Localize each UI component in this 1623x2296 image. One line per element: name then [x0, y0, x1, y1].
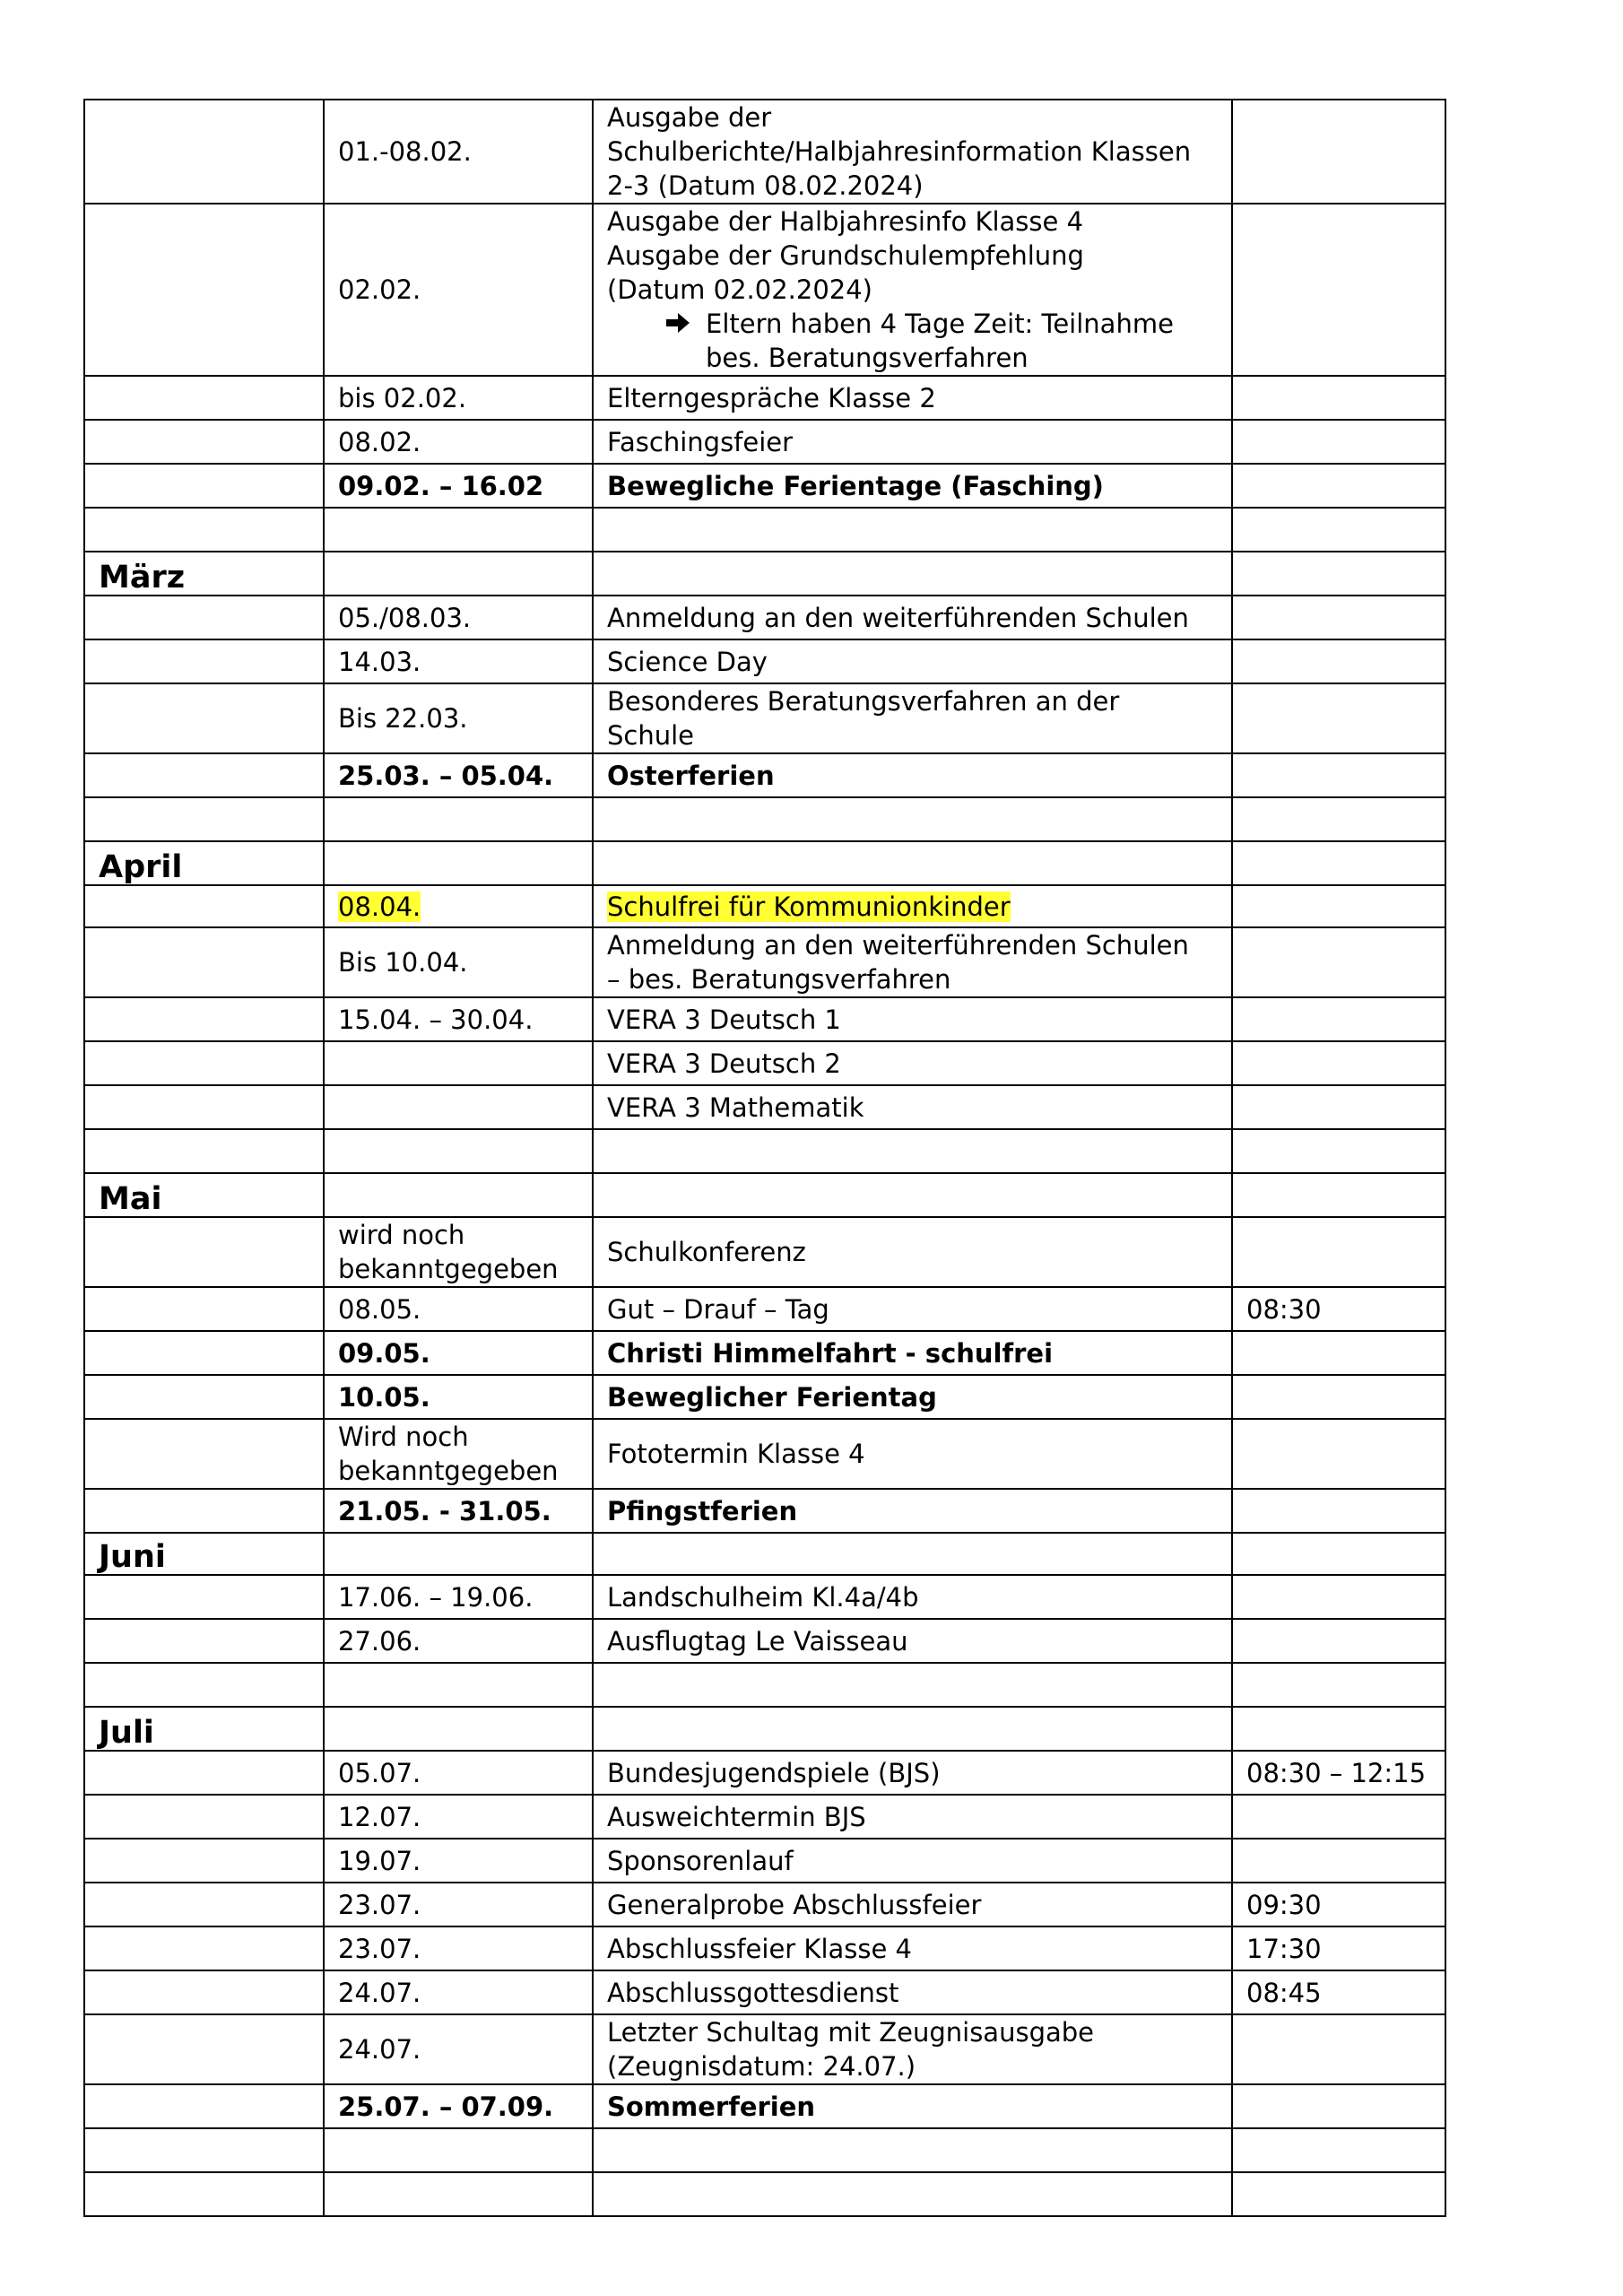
table-row [84, 683, 1445, 753]
month-heading: März [84, 552, 324, 596]
event-cell [593, 885, 1232, 927]
date-text: 15.04. – 30.04. [338, 1004, 534, 1035]
event-cell [593, 1575, 1232, 1619]
event-text: Ausgabe der Halbjahresinfo Klasse 4 [607, 206, 1084, 237]
table-row [84, 1619, 1445, 1663]
event-cell [593, 1375, 1232, 1419]
date-cell [324, 2014, 593, 2084]
table-row [84, 1217, 1445, 1287]
event-text: Gut – Drauf – Tag [607, 1293, 829, 1325]
date-cell [324, 1041, 593, 1085]
arrow-note-line: Eltern haben 4 Tage Zeit: Teilnahme [706, 309, 1174, 339]
date-cell [324, 1129, 593, 1173]
event-cell [593, 464, 1232, 508]
date-cell [324, 797, 593, 841]
time-cell [1232, 841, 1445, 885]
event-text: Faschingsfeier [607, 426, 794, 457]
date-text: bis 02.02. [338, 382, 467, 413]
table-row [84, 2084, 1445, 2128]
event-cell [593, 508, 1232, 552]
table-row [84, 1663, 1445, 1707]
time-cell [1232, 2014, 1445, 2084]
event-text: Bundesjugendspiele (BJS) [607, 1757, 941, 1788]
arrow-note-line: bes. Beratungsverfahren [706, 343, 1028, 373]
time-cell: 08:45 [1232, 1970, 1445, 2014]
date-text: 17.06. – 19.06. [338, 1581, 534, 1613]
time-cell [1232, 1041, 1445, 1085]
month-heading: Mai [84, 1173, 324, 1217]
event-text: Osterferien [607, 760, 775, 791]
time-cell [1232, 1575, 1445, 1619]
event-text: Schulkonferenz [607, 1237, 806, 1267]
month-cell [84, 1575, 324, 1619]
event-cell [593, 1489, 1232, 1533]
date-text: 21.05. - 31.05. [338, 1495, 551, 1526]
time-cell [1232, 797, 1445, 841]
event-cell [593, 927, 1232, 997]
month-cell [84, 1839, 324, 1883]
date-cell [324, 1489, 593, 1533]
date-cell [324, 1663, 593, 1707]
arrow-note-text [706, 307, 1231, 375]
event-text: Ausgabe der Grundschulempfehlung [607, 240, 1084, 271]
date-cell [324, 1707, 593, 1751]
table-row [84, 1883, 1445, 1926]
event-text: Sponsorenlauf [607, 1845, 794, 1876]
time-cell [1232, 508, 1445, 552]
month-cell [84, 420, 324, 464]
date-cell [324, 1839, 593, 1883]
event-text: Ausflugtag Le Vaisseau [607, 1625, 908, 1657]
schedule-table [83, 99, 1446, 2217]
time-cell [1232, 100, 1445, 204]
date-cell [324, 1751, 593, 1795]
time-cell [1232, 596, 1445, 639]
date-text: 08.05. [338, 1293, 421, 1325]
date-cell [324, 1926, 593, 1970]
date-cell [324, 753, 593, 797]
time-cell [1232, 1419, 1445, 1489]
event-text: VERA 3 Deutsch 2 [607, 1048, 841, 1079]
date-cell [324, 1375, 593, 1419]
time-cell [1232, 927, 1445, 997]
event-text: Abschlussgottesdienst [607, 1977, 899, 2008]
table-row [84, 464, 1445, 508]
date-cell [324, 2172, 593, 2216]
time-cell [1232, 376, 1445, 420]
date-text: 27.06. [338, 1625, 421, 1657]
event-cell [593, 552, 1232, 596]
month-cell [84, 1751, 324, 1795]
date-text: 23.07. [338, 1889, 421, 1920]
table-row [84, 1375, 1445, 1419]
table-row [84, 1085, 1445, 1129]
event-cell [593, 420, 1232, 464]
event-cell [593, 1533, 1232, 1575]
time-cell [1232, 885, 1445, 927]
event-text: Christi Himmelfahrt - schulfrei [607, 1337, 1054, 1369]
time-cell [1232, 1217, 1445, 1287]
date-cell [324, 1575, 593, 1619]
month-cell [84, 100, 324, 204]
date-cell [324, 1619, 593, 1663]
time-cell [1232, 639, 1445, 683]
date-text: 02.02. [338, 274, 421, 305]
event-text: Landschulheim Kl.4a/4b [607, 1581, 919, 1613]
table-row [84, 1795, 1445, 1839]
event-text: Letzter Schultag mit Zeugnisausgabe [607, 2017, 1094, 2048]
date-text: 05.07. [338, 1757, 421, 1788]
month-cell [84, 683, 324, 753]
time-cell [1232, 1663, 1445, 1707]
event-text: Pfingstferien [607, 1495, 798, 1526]
table-row [84, 1041, 1445, 1085]
event-cell [593, 1707, 1232, 1751]
month-cell [84, 2084, 324, 2128]
event-text: Anmeldung an den weiterführenden Schulen [607, 602, 1189, 633]
month-row [84, 1533, 1445, 1575]
month-heading: Juni [84, 1533, 324, 1575]
month-heading: April [84, 841, 324, 885]
date-text: 08.02. [338, 426, 421, 457]
table-row [84, 1419, 1445, 1489]
month-row [84, 1707, 1445, 1751]
month-cell [84, 1085, 324, 1129]
month-cell [84, 1795, 324, 1839]
event-cell [593, 2128, 1232, 2172]
date-text: wird noch bekanntgegeben [338, 1220, 559, 1284]
event-text: Bewegliche Ferientage (Fasching) [607, 470, 1104, 501]
date-text: Bis 22.03. [338, 703, 468, 734]
event-cell [593, 1839, 1232, 1883]
month-cell [84, 997, 324, 1041]
event-cell [593, 1663, 1232, 1707]
date-text: 05./08.03. [338, 602, 472, 633]
time-cell [1232, 552, 1445, 596]
time-cell [1232, 1489, 1445, 1533]
month-cell [84, 1489, 324, 1533]
time-cell [1232, 683, 1445, 753]
month-cell [84, 1331, 324, 1375]
date-text: 08.04. [338, 891, 421, 922]
table-row [84, 885, 1445, 927]
month-row [84, 841, 1445, 885]
time-cell [1232, 1173, 1445, 1217]
event-cell [593, 376, 1232, 420]
event-text: Science Day [607, 646, 768, 677]
date-text: Bis 10.04. [338, 947, 468, 978]
table-row [84, 2172, 1445, 2216]
table-row [84, 797, 1445, 841]
arrow-note [607, 307, 1231, 375]
event-cell [593, 100, 1232, 204]
time-cell: 09:30 [1232, 1883, 1445, 1926]
table-row [84, 1287, 1445, 1331]
table-row [84, 1751, 1445, 1795]
month-row [84, 552, 1445, 596]
event-text: Anmeldung an den weiterführenden Schulen [607, 930, 1189, 961]
month-cell [84, 596, 324, 639]
date-cell [324, 1795, 593, 1839]
event-cell [593, 1041, 1232, 1085]
month-cell [84, 797, 324, 841]
date-cell [324, 100, 593, 204]
event-cell [593, 1173, 1232, 1217]
event-cell [593, 204, 1232, 376]
event-cell [593, 1795, 1232, 1839]
date-cell [324, 464, 593, 508]
time-cell [1232, 2172, 1445, 2216]
event-cell [593, 596, 1232, 639]
month-cell [84, 1926, 324, 1970]
month-cell [84, 1883, 324, 1926]
date-text: 01.-08.02. [338, 136, 472, 167]
event-cell [593, 2084, 1232, 2128]
date-cell [324, 2128, 593, 2172]
date-text: 12.07. [338, 1801, 421, 1832]
month-cell [84, 927, 324, 997]
event-cell [593, 1331, 1232, 1375]
month-heading: Juli [84, 1707, 324, 1751]
date-text: 14.03. [338, 646, 421, 677]
event-cell [593, 683, 1232, 753]
month-row [84, 1173, 1445, 1217]
event-cell [593, 1217, 1232, 1287]
time-cell [1232, 997, 1445, 1041]
table-row [84, 2014, 1445, 2084]
month-cell [84, 1663, 324, 1707]
time-cell: 17:30 [1232, 1926, 1445, 1970]
date-cell [324, 1085, 593, 1129]
event-text: Fototermin Klasse 4 [607, 1439, 865, 1469]
event-text: (Zeugnisdatum: 24.07.) [607, 2051, 916, 2082]
month-cell [84, 464, 324, 508]
date-cell [324, 927, 593, 997]
event-cell [593, 639, 1232, 683]
event-text: Beweglicher Ferientag [607, 1381, 937, 1413]
event-cell [593, 1970, 1232, 2014]
date-cell [324, 1287, 593, 1331]
event-text: Ausweichtermin BJS [607, 1801, 866, 1832]
month-cell [84, 1419, 324, 1489]
month-cell [84, 1129, 324, 1173]
month-cell [84, 753, 324, 797]
date-cell [324, 1970, 593, 2014]
date-cell [324, 1331, 593, 1375]
month-cell [84, 2128, 324, 2172]
date-cell [324, 1533, 593, 1575]
time-cell: 08:30 – 12:15 [1232, 1751, 1445, 1795]
event-cell [593, 1419, 1232, 1489]
table-row [84, 1575, 1445, 1619]
month-cell [84, 1217, 324, 1287]
month-cell [84, 1041, 324, 1085]
month-cell [84, 508, 324, 552]
date-cell [324, 1883, 593, 1926]
table-row [84, 508, 1445, 552]
month-cell [84, 1619, 324, 1663]
date-text: 24.07. [338, 2034, 421, 2065]
date-text: 25.03. – 05.04. [338, 760, 554, 791]
time-cell [1232, 1533, 1445, 1575]
time-cell [1232, 1707, 1445, 1751]
event-cell [593, 2014, 1232, 2084]
table-row [84, 927, 1445, 997]
table-row [84, 204, 1445, 376]
time-cell [1232, 2128, 1445, 2172]
time-cell [1232, 1085, 1445, 1129]
date-cell [324, 1173, 593, 1217]
event-cell [593, 1926, 1232, 1970]
time-cell: 08:30 [1232, 1287, 1445, 1331]
event-cell [593, 1287, 1232, 1331]
date-text: 25.07. – 07.09. [338, 2091, 554, 2122]
time-cell [1232, 1375, 1445, 1419]
event-cell [593, 1085, 1232, 1129]
month-cell [84, 2172, 324, 2216]
table-row [84, 1129, 1445, 1173]
time-cell [1232, 753, 1445, 797]
table-row [84, 1489, 1445, 1533]
date-text: 23.07. [338, 1933, 421, 1964]
month-cell [84, 1287, 324, 1331]
date-cell [324, 552, 593, 596]
event-text: Schule [607, 720, 695, 751]
event-cell [593, 997, 1232, 1041]
event-text: (Datum 02.02.2024) [607, 274, 872, 305]
date-cell [324, 885, 593, 927]
month-cell [84, 376, 324, 420]
date-cell [324, 204, 593, 376]
date-cell [324, 683, 593, 753]
date-text: 09.02. – 16.02 [338, 470, 544, 501]
arrow-right-icon [666, 307, 706, 375]
event-text: – bes. Beratungsverfahren [607, 964, 951, 995]
month-cell [84, 1375, 324, 1419]
table-row [84, 420, 1445, 464]
date-text: 19.07. [338, 1845, 421, 1876]
date-cell [324, 376, 593, 420]
event-text: Elterngespräche Klasse 2 [607, 382, 936, 413]
date-text: 09.05. [338, 1337, 430, 1369]
table-row [84, 1839, 1445, 1883]
table-row [84, 100, 1445, 204]
time-cell [1232, 1331, 1445, 1375]
date-text: Wird noch bekanntgegeben [338, 1422, 559, 1486]
event-cell [593, 1129, 1232, 1173]
event-text: Sommerferien [607, 2091, 816, 2122]
time-cell [1232, 1129, 1445, 1173]
table-row [84, 596, 1445, 639]
event-cell [593, 1619, 1232, 1663]
time-cell [1232, 2084, 1445, 2128]
date-cell [324, 508, 593, 552]
time-cell [1232, 1795, 1445, 1839]
month-cell [84, 1970, 324, 2014]
event-cell [593, 753, 1232, 797]
date-cell [324, 841, 593, 885]
time-cell [1232, 1619, 1445, 1663]
time-cell [1232, 204, 1445, 376]
date-cell [324, 997, 593, 1041]
date-cell [324, 420, 593, 464]
event-text: Abschlussfeier Klasse 4 [607, 1933, 912, 1964]
date-text: 10.05. [338, 1381, 430, 1413]
event-text: VERA 3 Deutsch 1 [607, 1004, 841, 1035]
event-cell [593, 1883, 1232, 1926]
table-row [84, 2128, 1445, 2172]
table-row [84, 997, 1445, 1041]
event-text: VERA 3 Mathematik [607, 1091, 864, 1123]
date-cell [324, 639, 593, 683]
event-cell [593, 797, 1232, 841]
schedule-body [84, 100, 1445, 2216]
date-text: 24.07. [338, 1977, 421, 2008]
event-text: Besonderes Beratungsverfahren an der [607, 686, 1120, 717]
date-cell [324, 1419, 593, 1489]
event-text: Generalprobe Abschlussfeier [607, 1889, 982, 1920]
date-cell [324, 596, 593, 639]
table-row [84, 1970, 1445, 2014]
table-row [84, 1926, 1445, 1970]
date-cell [324, 2084, 593, 2128]
time-cell [1232, 1839, 1445, 1883]
event-text: Schulberichte/Halbjahresinformation Klassen [607, 136, 1192, 167]
table-row [84, 1331, 1445, 1375]
month-cell [84, 2014, 324, 2084]
time-cell [1232, 420, 1445, 464]
time-cell [1232, 464, 1445, 508]
event-text: 2-3 (Datum 08.02.2024) [607, 170, 924, 201]
event-text: Schulfrei für Kommunionkinder [607, 891, 1011, 922]
month-cell [84, 639, 324, 683]
table-row [84, 639, 1445, 683]
event-cell [593, 841, 1232, 885]
event-cell [593, 1751, 1232, 1795]
date-cell [324, 1217, 593, 1287]
table-row [84, 376, 1445, 420]
month-cell [84, 885, 324, 927]
event-text: Ausgabe der [607, 102, 772, 133]
table-row [84, 753, 1445, 797]
month-cell [84, 204, 324, 376]
event-cell [593, 2172, 1232, 2216]
